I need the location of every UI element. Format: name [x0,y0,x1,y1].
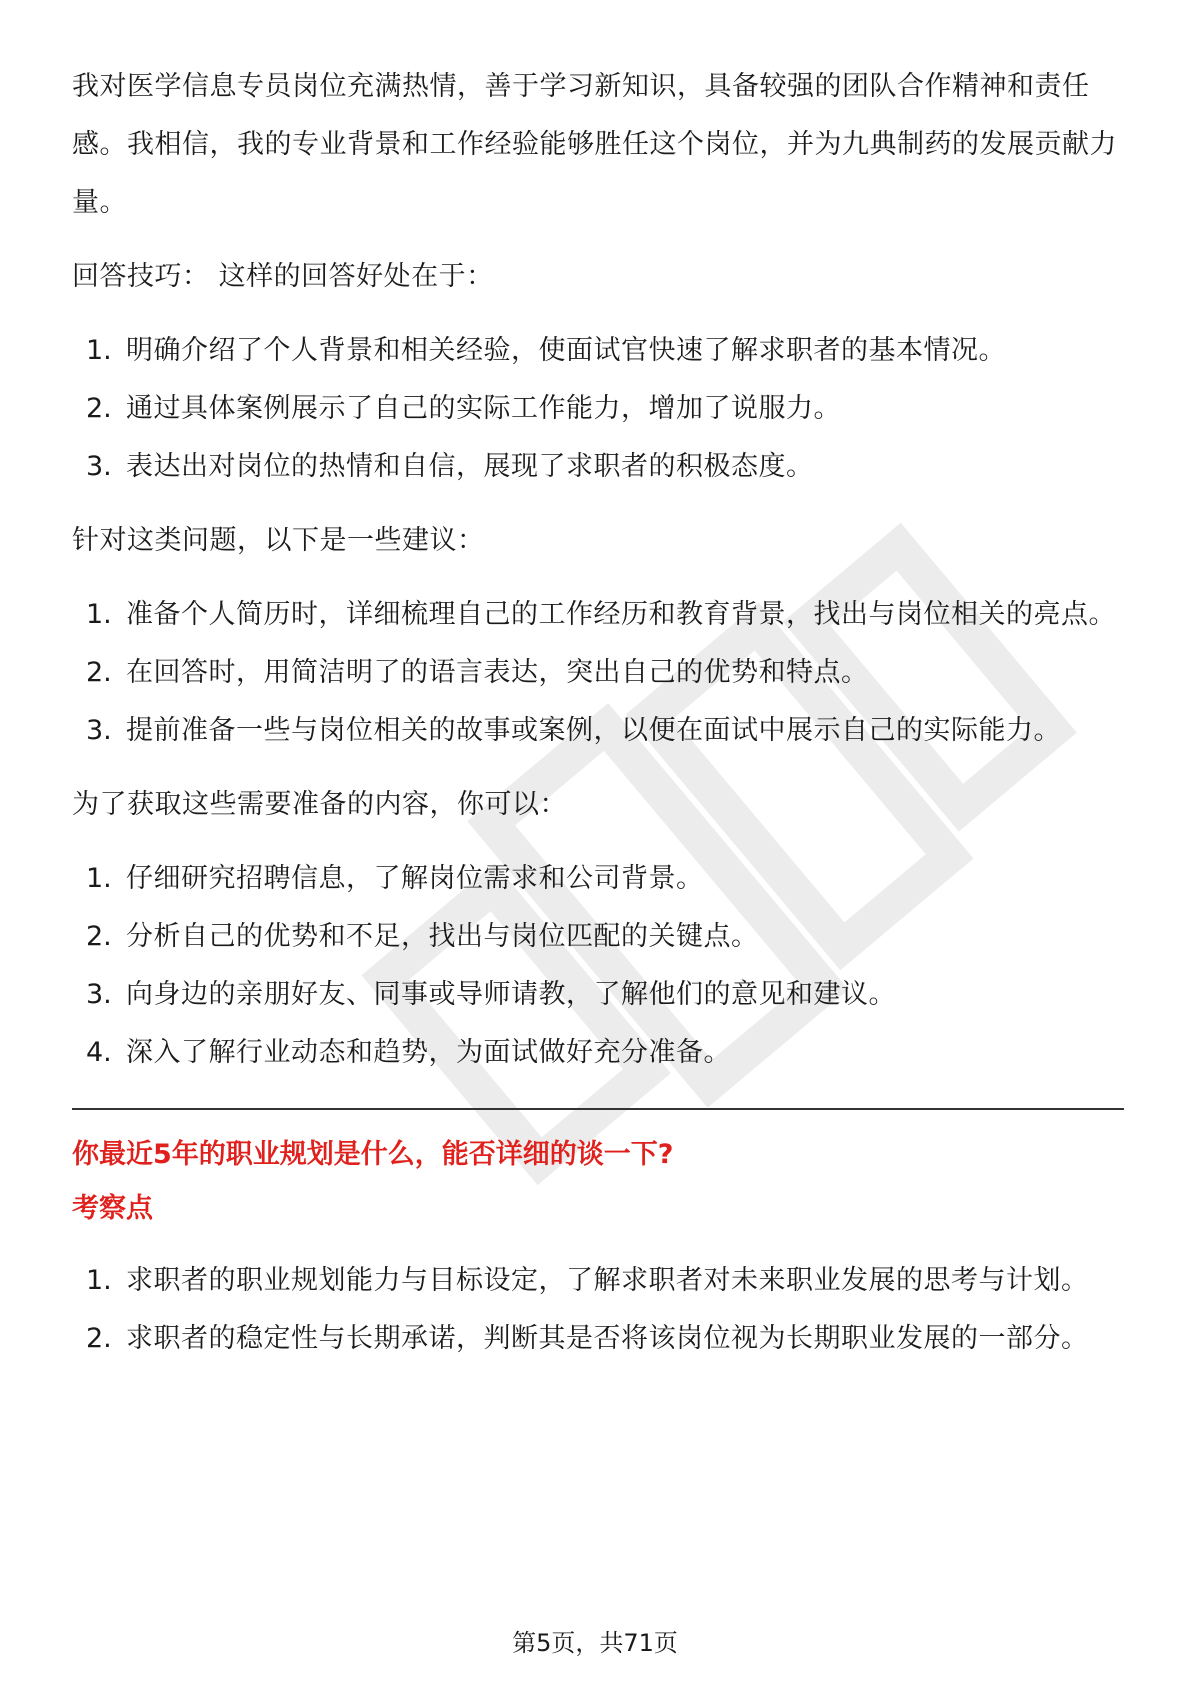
list-item [72,1310,1124,1368]
list-item [72,380,1124,438]
list-number: 2. [86,657,112,688]
list-number: 2. [86,393,112,424]
list-item [72,850,1124,908]
list-number: 2. [86,921,112,952]
list-item [72,586,1124,644]
list-text: 求职者的职业规划能力与目标设定，了解求职者对未来职业发展的思考与计划。 [126,1265,1089,1296]
list-text: 仔细研究招聘信息，了解岗位需求和公司背景。 [126,863,704,894]
tips-list [72,322,1124,496]
list-number: 3. [86,979,112,1010]
list-text: 深入了解行业动态和趋势，为面试做好充分准备。 [126,1037,731,1068]
list-text: 在回答时，用简洁明了的语言表达，突出自己的优势和特点。 [126,657,869,688]
points-list [72,1252,1124,1368]
tips-heading: 回答技巧： 这样的回答好处在于： [72,261,494,292]
list-item [72,1024,1124,1082]
list-item [72,702,1124,760]
list-item [72,438,1124,496]
list-item [72,1252,1124,1310]
section-divider [72,1108,1124,1110]
question-subtitle: 考察点 [72,1193,153,1224]
question-title: 你最近5年的职业规划是什么，能否详细的谈一下? [72,1139,674,1170]
list-text: 求职者的稳定性与长期承诺，判断其是否将该岗位视为长期职业发展的一部分。 [126,1323,1089,1354]
list-number: 3. [86,715,112,746]
list-item [72,908,1124,966]
list-text: 分析自己的优势和不足，找出与岗位匹配的关键点。 [126,921,759,952]
list-number: 3. [86,451,112,482]
list-text: 明确介绍了个人背景和相关经验，使面试官快速了解求职者的基本情况。 [126,335,1006,366]
list-item [72,966,1124,1024]
list-number: 1. [86,1265,112,1296]
list-number: 1. [86,599,112,630]
page-footer: 第5页，共71页 [512,1629,678,1657]
list-text: 准备个人简历时，详细梳理自己的工作经历和教育背景，找出与岗位相关的亮点。 [126,599,1116,630]
intro-paragraph: 我对医学信息专员岗位充满热情，善于学习新知识，具备较强的团队合作精神和责任感。我相信，我的专业背景和工作经验能够胜任这个岗位，并为九典制药的发展贡献力量。 [72,71,1117,218]
list-item [72,322,1124,380]
document-body [72,58,1124,1384]
list-number: 4. [86,1037,112,1068]
advice-list [72,586,1124,760]
list-number: 1. [86,335,112,366]
prep-heading: 为了获取这些需要准备的内容，你可以： [72,789,567,820]
prep-list [72,850,1124,1082]
list-text: 通过具体案例展示了自己的实际工作能力，增加了说服力。 [126,393,841,424]
list-text: 提前准备一些与岗位相关的故事或案例，以便在面试中展示自己的实际能力。 [126,715,1061,746]
list-text: 表达出对岗位的热情和自信，展现了求职者的积极态度。 [126,451,814,482]
advice-heading: 针对这类问题，以下是一些建议： [72,525,485,556]
list-item [72,644,1124,702]
list-number: 2. [86,1323,112,1354]
list-text: 向身边的亲朋好友、同事或导师请教，了解他们的意见和建议。 [126,979,896,1010]
list-number: 1. [86,863,112,894]
